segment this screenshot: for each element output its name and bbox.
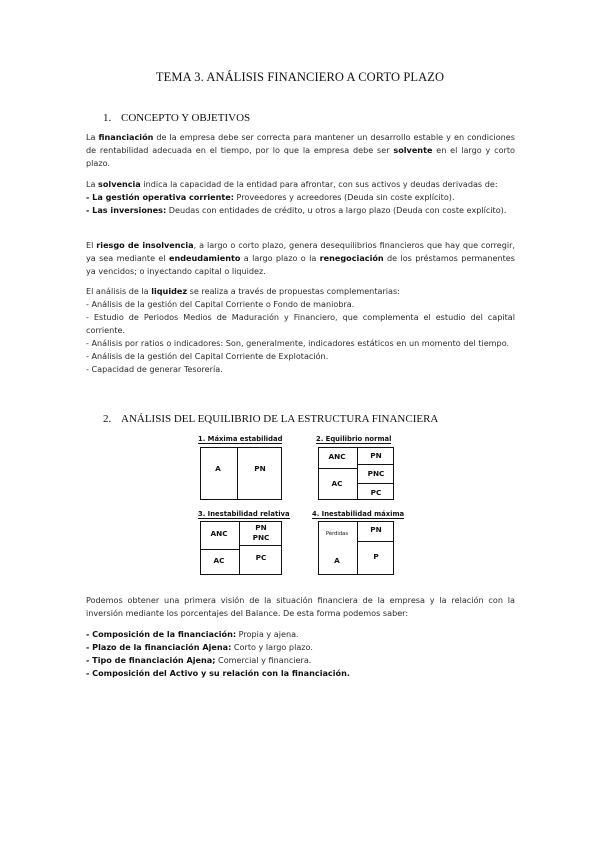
text-run: Comercial y financiera. (215, 655, 312, 665)
label-a: A (334, 556, 340, 565)
text-run: El (86, 240, 97, 250)
list-item (86, 654, 515, 667)
diagram-title (312, 510, 404, 518)
paragraph-solvencia (86, 178, 515, 217)
bold-term: riesgo de insolvencia (96, 240, 194, 250)
list-item: - Análisis de la gestión del Capital Corriente de Explotación. (86, 351, 329, 361)
section-title: CONCEPTO Y OBJETIVOS (121, 112, 251, 124)
paragraph-vision (86, 594, 515, 620)
label-a: A (215, 464, 221, 473)
document-title: TEMA 3. ANÁLISIS FINANCIERO A CORTO PLAZO (155, 70, 445, 84)
bold-term: - Tipo de financiación Ajena; (86, 655, 216, 665)
label-anc: ANC (328, 452, 346, 461)
label-p: P (373, 552, 379, 561)
label-pc: PC (255, 553, 267, 562)
divider (200, 549, 239, 550)
bold-term: solvente (393, 145, 433, 155)
divider (357, 447, 358, 500)
bold-term: - Plazo de la financiación Ajena: (86, 642, 232, 652)
section-title: ANÁLISIS DEL EQUILIBRIO DE LA ESTRUCTURA FINANCIERA (121, 413, 439, 425)
list-balance (86, 628, 515, 680)
text-run: de la empresa debe ser correcta para mantener un desarrollo estable y en condiciones de rentabilidad adecuada en el tiempo, por lo que la empresa debe ser (86, 132, 515, 155)
list-item (86, 667, 515, 680)
divider (239, 521, 240, 575)
section-number: 1. (103, 112, 112, 124)
label-perdidas: Pérdidas (325, 531, 349, 537)
divider (357, 464, 394, 465)
divider (357, 521, 358, 575)
label-pn: PN (255, 523, 267, 532)
label-pn: PN (370, 525, 382, 534)
text-run: Podemos obtener una primera visión de la situación financiera de la empresa y la relación con la inversión mediante los porcentajes del Balance. De esta forma podemos saber: (86, 595, 515, 618)
diagram-title (316, 435, 391, 443)
label-pnc: PNC (252, 533, 270, 542)
label-pc: PC (370, 488, 382, 497)
paragraph-financiacion (86, 131, 515, 170)
label-ac: AC (331, 479, 343, 488)
paragraph-liquidez (86, 285, 515, 376)
bold-term: - Las inversiones: (86, 205, 167, 215)
text-run: Propia y ajena. (236, 629, 299, 639)
list-item (86, 641, 515, 654)
text-run: Corto y largo plazo. (231, 642, 313, 652)
text-run: a largo plazo o la (240, 253, 320, 263)
bold-term: solvencia (98, 179, 141, 189)
divider (237, 447, 238, 500)
list-item: - Capacidad de generar Tesorería. (86, 364, 223, 374)
bold-term: - La gestión operativa corriente: (86, 192, 234, 202)
section-number: 2. (103, 413, 112, 425)
text-run: se realiza a través de propuestas complementarias: (187, 286, 400, 296)
bold-term: - Composición de la financiación: (86, 629, 237, 639)
list-item: - Estudio de Periodos Medios de Maduración y Financiero, que complementa el estudio del capital corriente. (86, 312, 515, 335)
diagram-title-text: 3. Inestabilidad relativa (198, 510, 290, 518)
text-run: Deudas con entidades de crédito, u otros a largo plazo (Deuda con coste explícito). (166, 205, 507, 215)
text-run: El análisis de la (86, 286, 152, 296)
list-item (86, 628, 515, 641)
label-ac: AC (213, 556, 225, 565)
label-pn: PN (254, 464, 266, 473)
text-run: indica la capacidad de la entidad para afrontar, con sus activos y deudas derivadas de: (140, 179, 498, 189)
label-anc: ANC (210, 529, 228, 538)
text-run: La (86, 179, 99, 189)
divider (239, 545, 282, 546)
text-run: de los préstamos permanentes ya vencidos; o inyectando capital o liquidez. (86, 253, 515, 276)
text-run: Proveedores y acreedores (Deuda sin coste explícito). (233, 192, 455, 202)
label-pnc: PNC (367, 469, 385, 478)
bold-term: - Composición del Activo y su relación con la financiación. (86, 668, 350, 678)
balance-box (200, 447, 282, 500)
bold-term: renegociación (319, 253, 384, 263)
divider (318, 468, 357, 469)
list-item: - Análisis de la gestión del Capital Corriente o Fondo de maniobra. (86, 299, 355, 309)
divider (357, 541, 394, 542)
text-run: La (86, 132, 99, 142)
divider (357, 483, 394, 484)
text-run: , a largo o corto plazo, genera desequilibrios financieros que hay que corregir, ya sea mediante el (86, 240, 515, 263)
list-item: - Análisis por ratios o indicadores: Son, generalmente, indicadores estáticos en un momento del tiempo. (86, 338, 510, 348)
diagram-title-text: 4. Inestabilidad máxima (312, 510, 405, 518)
diagram-title (198, 510, 290, 518)
diagram-title-text: 1. Máxima estabilidad (198, 435, 283, 443)
diagram-title (198, 435, 282, 443)
section-heading-1 (103, 112, 250, 124)
diagram-title-text: 2. Equilibrio normal (316, 435, 392, 443)
section-heading-2 (103, 413, 438, 425)
bold-term: financiación (98, 132, 154, 142)
label-pn: PN (370, 451, 382, 460)
paragraph-riesgo (86, 239, 515, 278)
bold-term: endeudamiento (169, 253, 241, 263)
bold-term: liquidez (151, 286, 188, 296)
text-run: en el largo y corto plazo. (86, 145, 515, 168)
